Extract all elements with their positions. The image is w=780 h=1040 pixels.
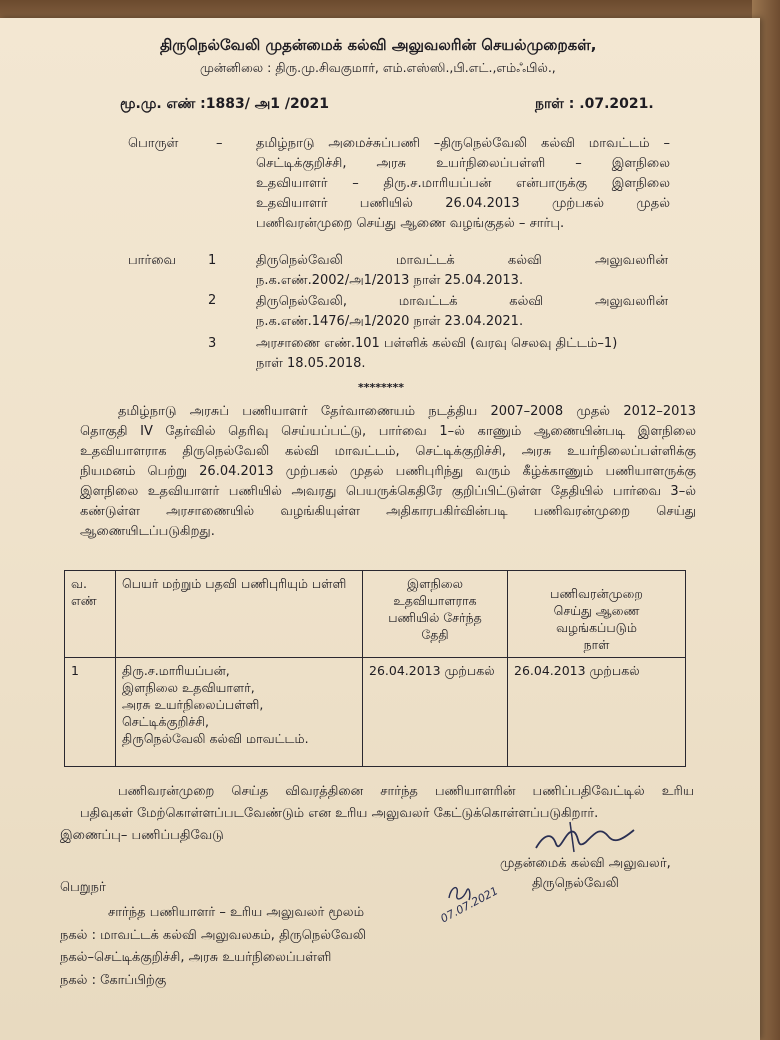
- subject-line: பணிவரன்முறை செய்து ஆணை வழங்குதல் – சார்பு.: [256, 216, 565, 231]
- cell-sno: 1: [65, 658, 116, 767]
- closing-line: பதிவுகள் மேற்கொள்ளப்படவேண்டும் என உரிய அலுவலர் கேட்டுக்கொள்ளப்படுகிறார்.: [80, 806, 599, 821]
- cell-name: திரு.ச.மாரியப்பன், இளநிலை உதவியாளர், அரசு உயர்நிலைப்பள்ளி, செட்டிக்குறிச்சி, திருநெல்வேலி கல்வி மாவட்டம்.: [116, 658, 363, 767]
- document-title: திருநெல்வேலி முதன்மைக் கல்வி அலுவலரின் செயல்முறைகள்,: [160, 36, 597, 54]
- references-label: பார்வை: [128, 253, 177, 268]
- separator-stars: ********: [358, 381, 405, 394]
- regularization-table: [64, 570, 686, 767]
- reference-number-2: 2: [208, 293, 217, 308]
- body-line: இளநிலை உதவியாளர் பணியில் அவரது பெயருக்கெதிரே குறிப்பிட்டுள்ள தேதியில் பார்வை 3–ல்: [80, 484, 696, 499]
- signatory-place: திருநெல்வேலி: [532, 876, 619, 891]
- cell-joined-date: 26.04.2013 முற்பகல்: [363, 658, 508, 767]
- reference-item-line: திருநெல்வேலி மாவட்டக் கல்வி அலுவலரின்: [256, 253, 668, 268]
- header-sno: வ. எண்: [65, 571, 116, 658]
- subject-label: பொருள்: [128, 136, 179, 151]
- handwritten-date: 07.07.2021: [438, 884, 501, 926]
- recipient-line: நகல் : கோப்பிற்கு: [60, 973, 167, 988]
- header-name: பெயர் மற்றும் பதவி பணிபுரியும் பள்ளி: [116, 571, 363, 658]
- subject-line: உதவியாளர் பணியில் 26.04.2013 முற்பகல் முதல்: [256, 196, 670, 211]
- header-regularized-date: பணிவரன்முறை செய்து ஆணை வழங்கப்படும் நாள்: [508, 571, 686, 658]
- enclosure-line: இணைப்பு– பணிப்பதிவேடு: [60, 828, 224, 843]
- body-line: தமிழ்நாடு அரசுப் பணியாளர் தேர்வாணையம் நடத்திய 2007–2008 முதல் 2012–2013: [118, 404, 696, 419]
- body-line: ஆணையிடப்படுகிறது.: [80, 524, 215, 539]
- reference-number-1: 1: [208, 253, 217, 268]
- body-line: கண்டுள்ள அரசாணையில் வழங்கியுள்ள அதிகாரபகிர்வின்படி பணிவரன்முறை செய்து: [80, 504, 696, 519]
- header-joined-date: இளநிலை உதவியாளராக பணியில் சேர்ந்த தேதி: [363, 571, 508, 658]
- reference-item-line: திருநெல்வேலி, மாவட்டக் கல்வி அலுவலரின்: [256, 294, 668, 309]
- recipient-line: நகல் : மாவட்டக் கல்வி அலுவலகம், திருநெல்வேலி: [60, 928, 366, 943]
- reference-item-line: நாள் 18.05.2018.: [256, 356, 366, 371]
- signature-scribble: [530, 818, 640, 860]
- body-line: நியமனம் பெற்று 26.04.2013 முற்பகல் முதல் பணிபுரிந்து வரும் கீழ்க்காணும் பணியாளருக்கு: [80, 464, 696, 479]
- subject-line: செட்டிக்குறிச்சி, அரசு உயர்நிலைப்பள்ளி – இளநிலை: [256, 156, 670, 171]
- presence-line: முன்னிலை : திரு.மு.சிவகுமார், எம்.எஸ்ஸி.,பி.எட்.,எம்ஃபில்.,: [200, 60, 556, 75]
- cell-regularized-date: 26.04.2013 முற்பகல்: [508, 658, 686, 767]
- subject-dash: –: [216, 136, 223, 151]
- signatory-title: முதன்மைக் கல்வி அலுவலர்,: [500, 856, 671, 871]
- table-header-row: [65, 571, 686, 658]
- document-page: [0, 18, 760, 1040]
- subject-line: உதவியாளர் – திரு.ச.மாரியப்பன் என்பாருக்கு இளநிலை: [256, 176, 670, 191]
- body-line: தொகுதி IV தேர்வில் தெரிவு செய்யப்பட்டு, பார்வை 1–ல் காணும் ஆணையின்படி இளநிலை: [80, 424, 696, 439]
- reference-item-line: அரசாணை எண்.101 பள்ளிக் கல்வி (வரவு செலவு திட்டம்–1): [256, 336, 618, 351]
- recipient-label: பெறுநர்: [60, 880, 106, 895]
- closing-line: பணிவரன்முறை செய்த விவரத்தினை சார்ந்த பணியாளரின் பணிப்பதிவேட்டில் உரிய: [118, 784, 694, 799]
- reference-item-line: ந.க.எண்.1476/அ1/2020 நாள் 23.04.2021.: [256, 314, 524, 329]
- reference-number-3: 3: [208, 336, 217, 351]
- recipient-line: சார்ந்த பணியாளர் – உரிய அலுவலர் மூலம்: [108, 905, 365, 920]
- subject-line: தமிழ்நாடு அமைச்சுப்பணி –திருநெல்வேலி கல்வி மாவட்டம் –: [256, 136, 670, 151]
- order-date: நாள் : .07.2021.: [535, 96, 654, 112]
- table-row: [65, 658, 686, 767]
- body-line: உதவியாளராக திருநெல்வேலி கல்வி மாவட்டம், செட்டிக்குறிச்சி, அரசு உயர்நிலைப்பள்ளிக்கு: [80, 444, 696, 459]
- reference-number: மூ.மு. எண் :1883/ அ1 /2021: [120, 96, 329, 112]
- reference-item-line: ந.க.எண்.2002/அ1/2013 நாள் 25.04.2013.: [256, 273, 524, 288]
- recipient-line: நகல்–செட்டிக்குறிச்சி, அரசு உயர்நிலைப்பள்ளி: [60, 950, 332, 965]
